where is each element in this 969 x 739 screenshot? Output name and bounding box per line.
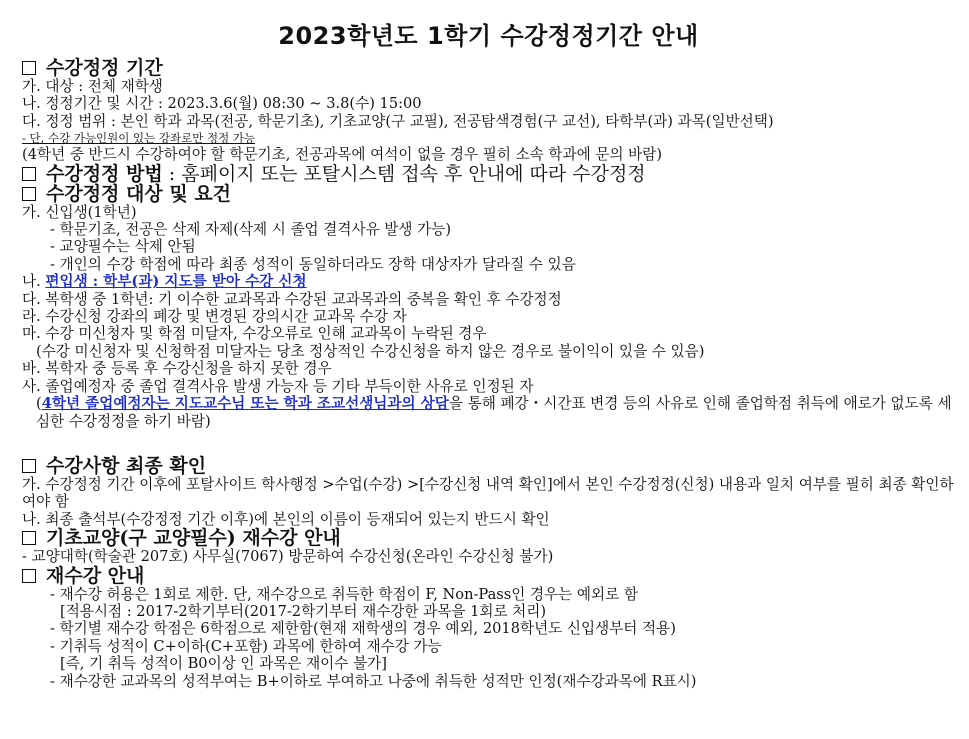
eligibility-graduating: 사. 졸업예정자 중 졸업 결격사유 발생 가능자 등 기타 부득이한 사유로 인정된 자 — [22, 377, 534, 395]
section-heading-method: 수강정정 방법 : 홈페이지 또는 포탈시스템 접속 후 안내에 따라 수강정정 — [22, 164, 955, 184]
graduating-highlight: 4학년 졸업예정자는 지도교수님 또는 학과 조교선생님과의 상담 — [41, 395, 449, 413]
checkbox-square-icon — [22, 569, 36, 583]
retake-credit-limit: - 학기별 재수강 학점은 6학점으로 제한함(현재 재학생의 경우 예외, 2018학년도 신입생부터 적용) — [50, 620, 676, 638]
section-heading-retake: 재수강 안내 — [22, 566, 955, 586]
checkbox-square-icon — [22, 61, 36, 75]
retake-grade-condition: - 기취득 성적이 C+이하(C+포함) 과목에 한하여 재수강 가능 — [50, 637, 442, 655]
eligibility-transfer: 나. 편입생 : 학부(과) 지도를 받아 수강 신청 — [22, 273, 307, 291]
checkbox-square-icon — [22, 531, 36, 545]
eligibility-graduating-note: (4학년 졸업예정자는 지도교수님 또는 학과 조교선생님과의 상담을 통해 폐강・시간표 변경 등의 사유로 인해 졸업학점 취득에 애로가 없도록 세심한 수강정정을 하기 바람) — [36, 395, 952, 430]
eligibility-unregistered: 바. 복학자 중 등록 후 수강신청을 하지 못한 경우 — [22, 360, 332, 378]
eligibility-missing-note: (수강 미신청자 및 신청학점 미달자는 당초 정상적인 수강신청을 하지 않은 경우로 불이익이 있을 수 있음) — [36, 342, 705, 360]
checkbox-square-icon — [22, 167, 36, 181]
period-note: - 단, 수강 가능인원이 있는 강좌로만 정정 가능 — [22, 131, 256, 146]
eligibility-freshman-item: - 개인의 수강 학점에 따라 최종 성적이 동일하더라도 장학 대상자가 달라질 수 있음 — [50, 255, 576, 273]
eligibility-freshman: 가. 신입생(1학년) — [22, 203, 137, 221]
method-description: : 홈페이지 또는 포탈시스템 접속 후 안내에 따라 수강정정 — [162, 162, 646, 185]
checkbox-square-icon — [22, 187, 36, 201]
page-title: 2023학년도 1학기 수강정정기간 안내 — [278, 22, 699, 50]
final-check-roster: 나. 최종 출석부(수강정정 기간 이후)에 본인의 이름이 등재되어 있는지 반드시 확인 — [22, 510, 550, 528]
eligibility-returning: 다. 복학생 중 1학년: 기 이수한 교과목과 수강된 교과목과의 중복을 확인 후 수강정정 — [22, 290, 562, 308]
eligibility-freshman-item: - 교양필수는 삭제 안됨 — [50, 238, 196, 256]
retake-grade-cap: - 재수강한 교과목의 성적부여는 B+이하로 부여하고 나중에 취득한 성적만 인정(재수강과목에 R표시) — [50, 672, 697, 690]
section-heading-eligibility: 수강정정 대상 및 요건 — [22, 184, 955, 204]
period-time: 나. 정정기간 및 시간 : 2023.3.6(월) 08:30 ~ 3.8(수) 15:00 — [22, 95, 422, 113]
period-target: 가. 대상 : 전체 재학생 — [22, 78, 163, 95]
eligibility-freshman-item: - 학문기초, 전공은 삭제 자제(삭제 시 졸업 결격사유 발생 가능) — [50, 221, 452, 239]
retake-limit: - 재수강 허용은 1회로 제한. 단, 재수강으로 취득한 학점이 F, Non-Pass인 경우는 예외로 함 — [50, 585, 638, 603]
final-check-portal: 가. 수강정정 기간 이후에 포탈사이트 학사행정 >수업(수강) >[수강신청 내역 확인]에서 본인 수강정정(신청) 내용과 일치 여부를 필히 최종 확인하여야 함 — [22, 475, 954, 511]
section-heading-final-check: 수강사항 최종 확인 — [22, 456, 955, 476]
retake-limit-note: [적용시점 : 2017-2학기부터(2017-2학기부터 재수강한 과목을 1회로 처리) — [60, 602, 547, 620]
period-senior-note: (4학년 중 반드시 수강하여야 할 학문기초, 전공과목에 여석이 없을 경우 필히 소속 학과에 문의 바람) — [22, 146, 663, 164]
section-heading-liberal-retake: 기초교양(구 교양필수) 재수강 안내 — [22, 528, 955, 548]
liberal-retake-info: - 교양대학(학술관 207호) 사무실(7067) 방문하여 수강신청(온라인 수강신청 불가) — [22, 548, 554, 566]
checkbox-square-icon — [22, 459, 36, 473]
retake-grade-note: [즉, 기 취득 성적이 B0이상 인 과목은 재이수 불가] — [60, 655, 387, 673]
transfer-highlight: 편입생 : 학부(과) 지도를 받아 수강 신청 — [45, 273, 307, 291]
section-heading-period: 수강정정 기간 — [22, 58, 955, 78]
eligibility-missing: 마. 수강 미신청자 및 학점 미달자, 수강오류로 인해 교과목이 누락된 경우 — [22, 325, 487, 343]
eligibility-cancelled: 라. 수강신청 강좌의 폐강 및 변경된 강의시간 교과목 수강 자 — [22, 308, 407, 326]
period-scope: 다. 정정 범위 : 본인 학과 과목(전공, 학문기초), 기초교양(구 교필), 전공탐색경험(구 교선), 타학부(과) 과목(일반선택) — [22, 112, 774, 130]
